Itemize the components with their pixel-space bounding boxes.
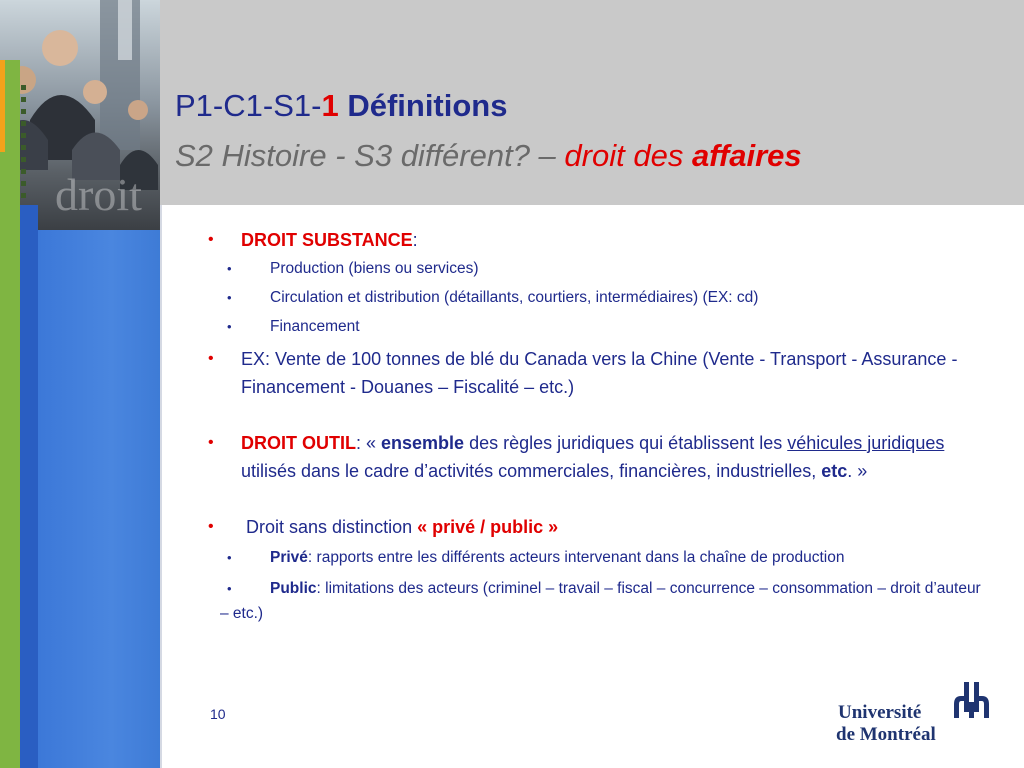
bullet-icon: • [227,290,232,305]
photo-watermark: droit [55,169,142,220]
bullet-icon: • [227,550,232,565]
green-strip [0,60,20,768]
bullet-icon: • [208,350,214,367]
universite-de-montreal-logo: Université de Montréal [836,682,996,746]
bullet-icon: • [227,261,232,276]
logo-symbol-icon [952,682,992,720]
sub-bullet-public: • Public: limitations des acteurs (criminel – travail – fiscal – concurrence – consommation – droit d’auteur – etc.) [200,576,990,626]
divider [160,205,162,768]
page-number: 10 [210,706,226,722]
slide-title: P1-C1-S1-1 Définitions [175,88,508,123]
bullet-example: • EX: Vente de 100 tonnes de blé du Canada vers la Chine (Vente - Transport - Assurance - Financement - Douanes – Fiscalité – etc.) [200,345,990,401]
sub-bullet: • Circulation et distribution (détaillants, courtiers, intermédiaires) (EX: cd) [200,283,990,312]
sub-bullet: • Production (biens ou services) [200,254,990,283]
blue-band [38,230,160,768]
bullet-icon: • [227,581,232,596]
bullet-icon: • [227,319,232,334]
bullet-droit-outil: • DROIT OUTIL: « ensemble des règles juridiques qui établissent les véhicules juridiques utilisés dans le cadre d’activités commerciales, financières, industrielles, etc. » [200,429,990,485]
blue-strip [20,205,38,768]
slide-body [200,226,990,626]
bullet-distinction: • Droit sans distinction « privé / public » [200,513,990,541]
sub-bullet: • Financement [200,312,990,341]
bullet-icon: • [208,231,214,248]
slide-subtitle: S2 Histoire - S3 différent? – droit des affaires [175,138,802,173]
sub-bullet-prive: • Privé: rapports entre les différents acteurs intervenant dans la chaîne de production [200,545,990,570]
bullet-droit-substance: • DROIT SUBSTANCE: [200,226,990,254]
bullet-icon: • [208,434,214,451]
orange-strip [0,60,5,152]
bullet-icon: • [208,518,214,535]
